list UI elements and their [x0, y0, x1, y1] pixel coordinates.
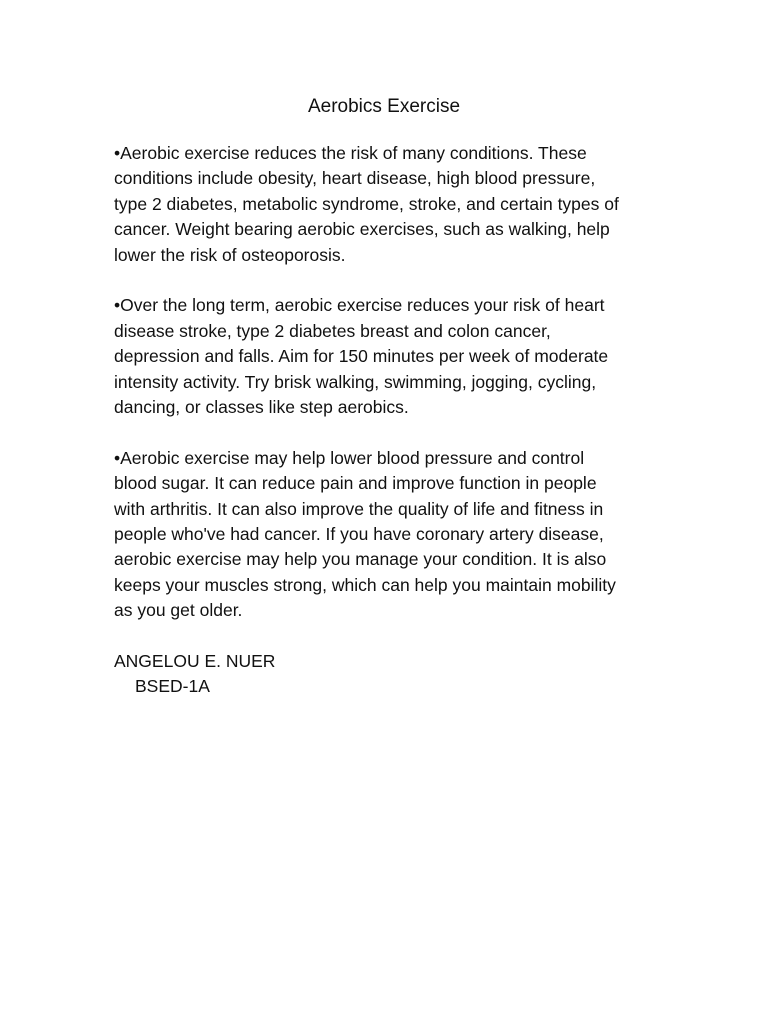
- author-block: [114, 649, 654, 700]
- document-body: [114, 141, 654, 700]
- paragraph-long-term: •Over the long term, aerobic exercise reduces your risk of heart disease stroke, type 2 diabetes breast and colon cancer, depression and falls. Aim for 150 minutes per week of moderate intensity activity. Try brisk walking, swimming, jogging, cycling, dancing, or classes like step aerobics.: [114, 295, 609, 418]
- author-section: BSED-1A: [135, 676, 210, 697]
- author-name: ANGELOU E. NUER: [114, 651, 276, 672]
- paragraph-benefits: •Aerobic exercise reduces the risk of many conditions. These conditions include obesity, heart disease, high blood pressure, type 2 diabetes, metabolic syndrome, stroke, and certain types of cancer. Weight bearing aerobic exercises, such as walking, help lower the risk of osteoporosis.: [114, 143, 619, 265]
- paragraph-health: •Aerobic exercise may help lower blood pressure and control blood sugar. It can reduce pain and improve function in people with arthritis. It can also improve the quality of life and fitness in people who've had cancer. If you have coronary artery disease, aerobic exercise may help you manage your condition. It is also keeps your muscles strong, which can help you maintain mobility as you get older.: [114, 447, 616, 621]
- document-title: Aerobics Exercise: [307, 96, 461, 117]
